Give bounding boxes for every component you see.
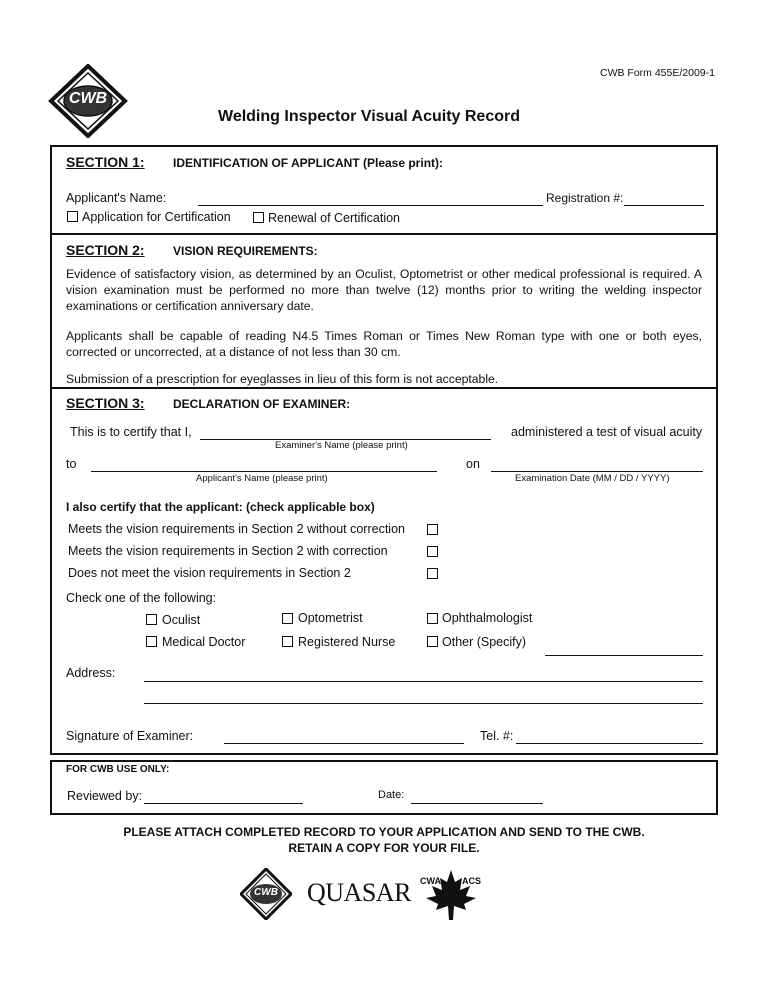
cwb-use-heading: FOR CWB USE ONLY: [66, 764, 170, 775]
optometrist-label: Optometrist [298, 611, 363, 625]
applicant-name-label: Applicant's Name: [66, 191, 167, 205]
option-without-correction-checkbox[interactable] [427, 524, 438, 535]
section-divider-1 [50, 233, 718, 235]
footer-cwb-logo [240, 868, 292, 920]
footer-line-2: RETAIN A COPY FOR YOUR FILE. [288, 841, 480, 855]
section3-heading: SECTION 3: [66, 395, 145, 411]
form-id: CWB Form 455E/2009-1 [600, 67, 715, 79]
cwa-acs-logo [418, 866, 484, 922]
signature-field[interactable] [224, 743, 464, 744]
tel-field[interactable] [516, 743, 703, 744]
on-label: on [466, 457, 480, 471]
also-certify-heading: I also certify that the applicant: (check applicable box) [66, 500, 375, 514]
section2-paragraph-2: Applicants shall be capable of reading N4.5 Times Roman or Times New Roman type with one or both eyes, corrected or uncorrected, at a distance of not less than 30 cm. [66, 329, 702, 359]
check-one-label: Check one of the following: [66, 591, 217, 605]
section1-subtitle: IDENTIFICATION OF APPLICANT (Please print): [173, 156, 444, 170]
to-label: to [66, 457, 77, 471]
quasar-logo: QUASAR [307, 878, 411, 907]
registration-field[interactable] [624, 205, 704, 206]
cwb-date-field[interactable] [411, 803, 543, 804]
acs-text: ACS [462, 876, 482, 886]
option-with-correction-checkbox[interactable] [427, 546, 438, 557]
medical-doctor-checkbox[interactable] [146, 636, 157, 647]
footer-cwb-logo-text: CWB [254, 887, 278, 898]
examination-date-caption: Examination Date (MM / DD / YYYY) [515, 473, 670, 484]
section2-paragraph-1: Evidence of satisfactory vision, as determined by an Oculist, Optometrist or other medical professional is required. A vision examination must be performed no more than twelve (12) months prior to writing the welding inspector examinations or certification anniversary date. [66, 267, 702, 313]
ophthalmologist-label: Ophthalmologist [442, 611, 533, 625]
address-label: Address: [66, 666, 116, 680]
address-field-line-1[interactable] [144, 681, 703, 682]
section3-subtitle: DECLARATION OF EXAMINER: [173, 397, 351, 411]
application-for-certification-checkbox[interactable] [67, 211, 78, 222]
registration-label: Registration #: [546, 191, 624, 205]
option-with-correction-label: Meets the vision requirements in Section 2 with correction [68, 544, 388, 558]
reviewed-by-field[interactable] [144, 803, 303, 804]
option-not-meet-label: Does not meet the vision requirements in Section 2 [68, 566, 351, 580]
medical-doctor-label: Medical Doctor [162, 635, 246, 649]
applicant-name-field[interactable] [198, 205, 543, 206]
address-field-line-2[interactable] [144, 703, 703, 704]
section2-paragraph-3: Submission of a prescription for eyeglasses in lieu of this form is not acceptable. [66, 372, 499, 386]
administered-text: administered a test of visual acuity [511, 425, 703, 439]
option-not-meet-checkbox[interactable] [427, 568, 438, 579]
examiner-name-caption: Examiner's Name (please print) [275, 440, 408, 451]
page-title: Welding Inspector Visual Acuity Record [218, 108, 520, 125]
other-specify-field[interactable] [545, 655, 703, 656]
optometrist-checkbox[interactable] [282, 613, 293, 624]
registered-nurse-label: Registered Nurse [298, 635, 396, 649]
other-specify-checkbox[interactable] [427, 636, 438, 647]
cwb-logo [48, 64, 128, 138]
section2-heading: SECTION 2: [66, 242, 145, 258]
option-without-correction-label: Meets the vision requirements in Section 2 without correction [68, 522, 405, 536]
ophthalmologist-checkbox[interactable] [427, 613, 438, 624]
examination-date-field[interactable] [491, 471, 703, 472]
applicant-name-field-2[interactable] [91, 471, 437, 472]
oculist-label: Oculist [162, 613, 201, 627]
section2-subtitle: VISION REQUIREMENTS: [173, 244, 318, 258]
section1-heading: SECTION 1: [66, 154, 145, 170]
registered-nurse-checkbox[interactable] [282, 636, 293, 647]
renewal-of-certification-label: Renewal of Certification [268, 211, 401, 225]
signature-label: Signature of Examiner: [66, 729, 194, 743]
reviewed-by-label: Reviewed by: [67, 789, 143, 803]
other-specify-label: Other (Specify) [442, 635, 527, 649]
cwb-date-label: Date: [378, 789, 405, 801]
cwb-logo-text: CWB [68, 90, 108, 107]
tel-label: Tel. #: [480, 729, 514, 743]
certify-prefix: This is to certify that I, [70, 425, 192, 439]
oculist-checkbox[interactable] [146, 614, 157, 625]
applicant-name-caption: Applicant's Name (please print) [196, 473, 328, 484]
footer-line-1: PLEASE ATTACH COMPLETED RECORD TO YOUR APPLICATION AND SEND TO THE CWB. [123, 825, 645, 839]
application-for-certification-label: Application for Certification [82, 210, 231, 224]
section-divider-2 [50, 387, 718, 389]
cwa-text: CWA [420, 876, 441, 886]
renewal-of-certification-checkbox[interactable] [253, 212, 264, 223]
